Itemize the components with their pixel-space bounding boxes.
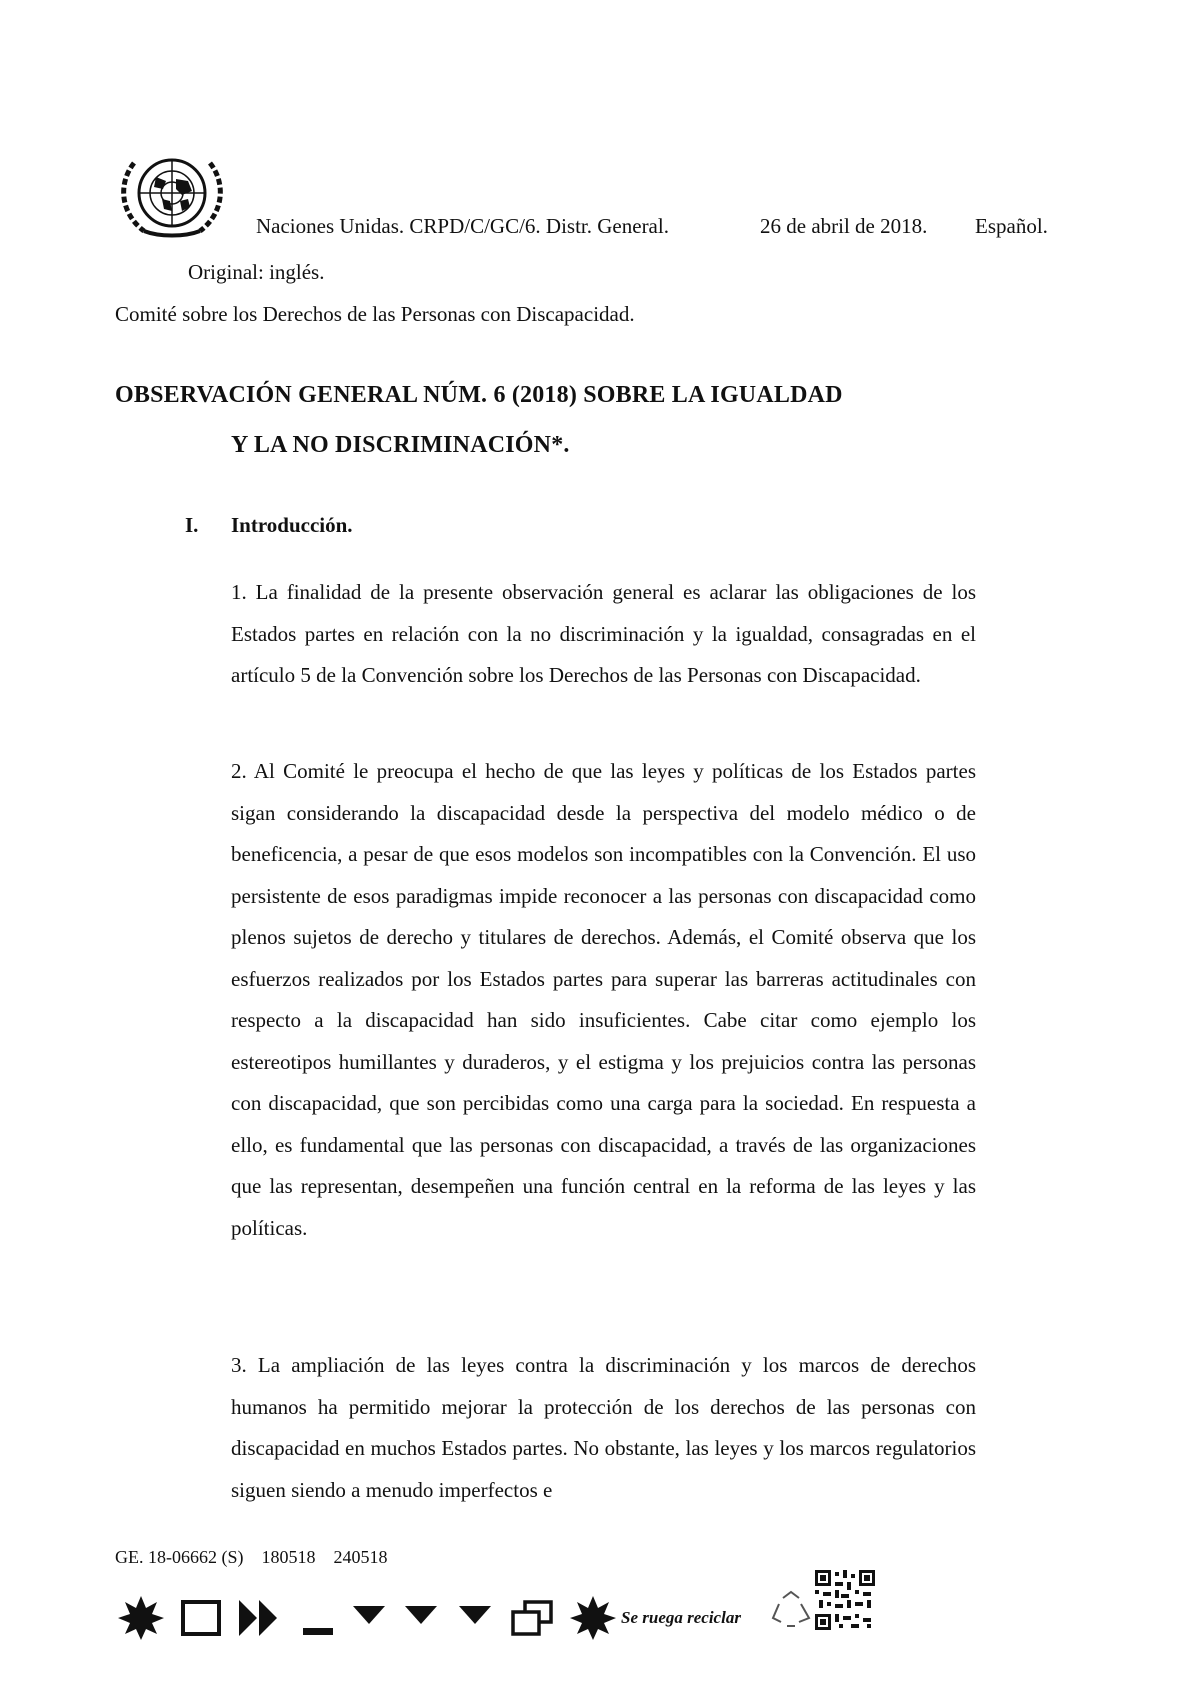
paragraph-3: 3. La ampliación de las leyes contra la discriminación y los marcos de derechos humanos ha permitido mejorar la protección de los derechos de las personas con discapacidad en muchos Estados partes. No obstante, las leyes y los marcos regulatorios siguen siendo a menudo imperfectos e (231, 1353, 976, 1502)
triangle-down-icon (459, 1606, 491, 1624)
paragraph-2: 2. Al Comité le preocupa el hecho de que las leyes y políticas de los Estados partes sigan considerando la discapacidad desde la perspectiva del modelo médico o de beneficencia, a pesar de que esos modelos son incompatibles con la Convención. El uso persistente de esos paradigmas impide reconocer a las personas con discapacidad como plenos sujetos de derecho y titulares de derechos. Además, el Comité observa que los esfuerzos realizados por los Estados partes para superar las barreras actitudinales con respecto a la discapacidad han sido insuficientes. Cabe citar como ejemplo los estereotipos humillantes y duraderos, y el estigma y los prejuicios contra las personas con discapacidad, que son percibidas como una carga para la sociedad. En respuesta a ello, es fundamental que las personas con discapacidad, a través de las organizaciones que las representan, desempeñen una función central en la reforma de las leyes y las políticas. (231, 759, 976, 1240)
document-date: 26 de abril de 2018. (760, 214, 928, 238)
fast-forward-icon (239, 1600, 277, 1636)
committee-name: Comité sobre los Derechos de las Personas con Discapacidad. (115, 302, 635, 326)
recycle-icon (769, 1590, 813, 1630)
un-emblem-icon (114, 143, 230, 239)
triangle-down-icon (353, 1606, 385, 1624)
title-line-1: OBSERVACIÓN GENERAL NÚM. 6 (2018) SOBRE LA IGUALDAD (115, 382, 843, 408)
document-header-line (256, 214, 669, 239)
document-job-number: GE. 18-06662 (S) 180518 240518 (115, 1547, 388, 1567)
starburst-icon (118, 1596, 164, 1640)
square-icon (183, 1602, 219, 1634)
org-symbol-line: Naciones Unidas. CRPD/C/GC/6. Distr. General. (256, 214, 669, 238)
title-line-2: Y LA NO DISCRIMINACIÓN*. (231, 432, 570, 458)
recycle-text: Se ruega reciclar (621, 1608, 741, 1627)
section-number: I. (185, 513, 199, 537)
windows-icon (513, 1602, 551, 1634)
triangle-down-icon (405, 1606, 437, 1624)
original-language: Original: inglés. (188, 260, 325, 284)
document-language: Español. (975, 214, 1048, 238)
starburst-icon (570, 1596, 616, 1640)
paragraph-1: 1. La finalidad de la presente observación general es aclarar las obligaciones de los Estados partes en relación con la no discriminación y la igualdad, consagradas en el artículo 5 de la Convención sobre los Derechos de las Personas con Discapacidad. (231, 580, 976, 687)
underscore-icon (303, 1628, 333, 1635)
section-heading: Introducción. (231, 513, 353, 537)
qr-code-icon (815, 1570, 875, 1630)
document-title (115, 370, 995, 470)
